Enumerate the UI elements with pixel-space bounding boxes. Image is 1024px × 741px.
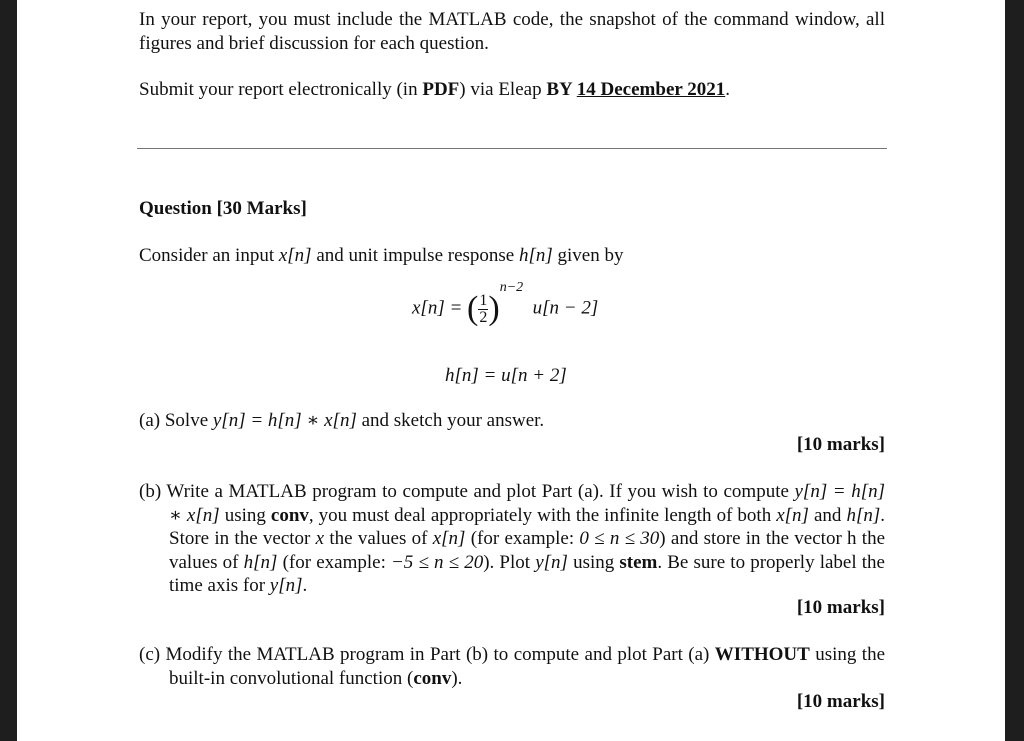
part-b-text-2: using [219,504,271,526]
part-b-math-xv: x [315,528,325,549]
fraction-numerator: 1 [479,291,488,309]
part-a [139,409,885,433]
part-b-text-6: the values of [324,528,433,549]
equation-x-exponent: n−2 [499,280,524,296]
part-b-math-y2: y[n] [269,575,303,596]
part-b-math-x2: x[n] [432,528,466,549]
part-b-conv: conv [270,504,309,526]
part-a-marks: [10 marks] [796,434,885,455]
part-b-text-12: . Be sure to properly label the time axis for [169,551,885,596]
report-text: In your report, you must include the MATLAB code, the snapshot of the command window, all figures and brief discussion for each question. [139,9,885,54]
submit-suffix: . [725,79,730,100]
fraction-denominator: 2 [479,308,488,326]
part-b-text-13: . [302,575,308,596]
submit-deadline: 14 December 2021 [576,79,726,100]
report-instructions [139,8,885,55]
question-intro [139,244,885,268]
part-b-text-9: (for example: [277,551,391,573]
equation-x-lhs: x[n] = [412,297,468,319]
left-paren: ( [467,290,479,327]
part-b-text-10: ). Plot [483,551,536,573]
part-c-text-3: ). [451,667,463,689]
fraction-one-half [478,293,488,326]
equation-h [445,364,567,388]
part-b-text-8: ) and store in the vector h the values of [169,528,886,573]
part-b-label: (b) [139,481,167,502]
part-b-text-11: using [567,551,620,573]
part-b-text-4: and [808,504,847,526]
part-b-text-1: Write a MATLAB program to compute and plot Part (a). If you wish to compute [166,481,795,502]
equation-x [412,280,599,327]
part-b [139,480,885,598]
part-c-text-2: using the built-in convolutional function ( [169,644,886,689]
question-heading-text: Question [30 Marks] [139,198,307,219]
part-b-text-3: , you must deal appropriately with the infinite length of both [308,504,777,526]
part-a-text-1: Solve [164,410,213,431]
part-b-text-7: (for example: [465,528,580,549]
submit-pdf: PDF [422,79,460,100]
part-b-math-1: y[n] = h[n] ∗ x[n] [169,481,886,526]
part-c-without: WITHOUT [714,644,810,665]
submit-by: BY [546,79,577,100]
part-b-math-x: x[n] [776,504,809,526]
document-page [17,0,1005,741]
horizontal-divider [137,148,887,149]
submit-prefix: Submit your report electronically (in [139,79,423,100]
part-a-label: (a) [139,410,165,431]
part-b-math-y: y[n] [535,551,568,573]
part-c [139,643,885,690]
part-b-stem: stem [619,551,658,573]
intro-text-c: given by [552,245,624,266]
submit-middle: ) via Eleap [459,79,547,100]
part-a-math: y[n] = h[n] ∗ x[n] [212,410,357,431]
part-b-math-range2: −5 ≤ n ≤ 20 [390,551,484,573]
part-c-conv: conv [413,667,452,689]
question-heading [139,197,885,221]
intro-text-b: and unit impulse response [311,245,519,266]
part-c-marks: [10 marks] [796,691,885,712]
submit-instructions [139,78,885,102]
part-b-math-h2: h[n] [243,551,278,573]
intro-math-x: x[n] [278,245,312,266]
intro-text-a: Consider an input [139,245,279,266]
part-c-label: (c) [139,644,166,665]
intro-math-h: h[n] [518,245,553,266]
equation-x-rhs: u[n − 2] [532,297,599,319]
part-c-text-1: Modify the MATLAB program in Part (b) to compute and plot Part (a) [165,644,715,665]
part-a-text-2: and sketch your answer. [356,410,545,431]
part-b-math-h: h[n] [846,504,881,526]
equation-h-text: h[n] = u[n + 2] [445,365,567,386]
part-b-math-range1: 0 ≤ n ≤ 30 [579,528,660,549]
part-b-marks: [10 marks] [796,597,885,618]
right-paren: ) [488,290,500,327]
part-b-text-5: . Store in the vector [169,504,885,549]
